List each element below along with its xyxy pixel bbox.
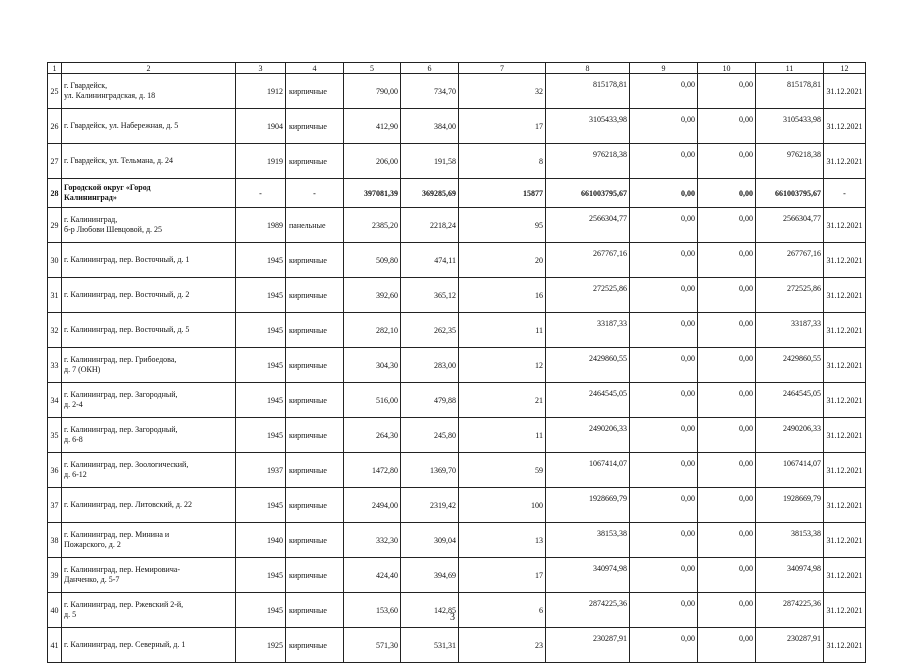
cost-other-cell: 0,00 — [698, 523, 756, 558]
cost-total-cell: 1928669,79 — [546, 488, 630, 523]
area-living-cell: 309,04 — [401, 523, 459, 558]
year-cell: 1919 — [236, 144, 286, 179]
deadline-cell: 31.12.2021 — [824, 628, 866, 663]
cost-owners-cell: 976218,38 — [756, 144, 824, 179]
row-number: 40 — [48, 593, 62, 628]
wall-material-cell: кирпичные — [286, 109, 344, 144]
column-number: 7 — [459, 63, 546, 74]
cost-fund-cell: 0,00 — [630, 453, 698, 488]
area-living-cell: 2319,42 — [401, 488, 459, 523]
residents-cell: 32 — [459, 74, 546, 109]
page-number: 3 — [450, 612, 455, 623]
cost-fund-cell: 0,00 — [630, 208, 698, 243]
deadline-cell: 31.12.2021 — [824, 208, 866, 243]
cost-total-cell: 340974,98 — [546, 558, 630, 593]
cost-other-cell: 0,00 — [698, 74, 756, 109]
area-total-cell: 1472,80 — [344, 453, 401, 488]
cost-other-cell: 0,00 — [698, 109, 756, 144]
deadline-cell: - — [824, 179, 866, 208]
deadline-cell: 31.12.2021 — [824, 348, 866, 383]
row-number: 36 — [48, 453, 62, 488]
table-row — [48, 144, 866, 179]
row-number: 37 — [48, 488, 62, 523]
column-number: 5 — [344, 63, 401, 74]
area-total-cell: 2494,00 — [344, 488, 401, 523]
cost-total-cell: 272525,86 — [546, 278, 630, 313]
year-cell: 1937 — [236, 453, 286, 488]
table-row — [48, 313, 866, 348]
cost-fund-cell: 0,00 — [630, 74, 698, 109]
area-total-cell: 571,30 — [344, 628, 401, 663]
row-number: 26 — [48, 109, 62, 144]
cost-owners-cell: 2874225,36 — [756, 593, 824, 628]
cost-total-cell: 267767,16 — [546, 243, 630, 278]
table-row — [48, 628, 866, 663]
year-cell: 1912 — [236, 74, 286, 109]
cost-owners-cell: 340974,98 — [756, 558, 824, 593]
area-total-cell: 282,10 — [344, 313, 401, 348]
area-living-cell: 369285,69 — [401, 179, 459, 208]
cost-total-cell: 230287,91 — [546, 628, 630, 663]
cost-fund-cell: 0,00 — [630, 179, 698, 208]
area-living-cell: 384,00 — [401, 109, 459, 144]
cost-other-cell: 0,00 — [698, 348, 756, 383]
year-cell: 1925 — [236, 628, 286, 663]
residents-cell: 12 — [459, 348, 546, 383]
wall-material-cell: кирпичные — [286, 348, 344, 383]
address-cell: г. Калининград, пер. Восточный, д. 5 — [62, 313, 236, 348]
deadline-cell: 31.12.2021 — [824, 243, 866, 278]
wall-material-cell: кирпичные — [286, 74, 344, 109]
cost-owners-cell: 1067414,07 — [756, 453, 824, 488]
wall-material-cell: кирпичные — [286, 243, 344, 278]
column-number: 11 — [756, 63, 824, 74]
deadline-cell: 31.12.2021 — [824, 109, 866, 144]
row-number: 31 — [48, 278, 62, 313]
address-cell: г. Гвардейск, ул. Калининградская, д. 18 — [62, 74, 236, 109]
residents-cell: 17 — [459, 109, 546, 144]
area-living-cell: 2218,24 — [401, 208, 459, 243]
address-cell: Городской округ «Город Калининград» — [62, 179, 236, 208]
cost-other-cell: 0,00 — [698, 453, 756, 488]
cost-owners-cell: 661003795,67 — [756, 179, 824, 208]
wall-material-cell: кирпичные — [286, 418, 344, 453]
address-cell: г. Калининград, пер. Немировича- Данченко, д. 5-7 — [62, 558, 236, 593]
cost-other-cell: 0,00 — [698, 488, 756, 523]
cost-owners-cell: 2429860,55 — [756, 348, 824, 383]
row-number: 32 — [48, 313, 62, 348]
row-number: 25 — [48, 74, 62, 109]
deadline-cell: 31.12.2021 — [824, 593, 866, 628]
deadline-cell: 31.12.2021 — [824, 278, 866, 313]
cost-owners-cell: 33187,33 — [756, 313, 824, 348]
cost-total-cell: 2464545,05 — [546, 383, 630, 418]
column-number: 9 — [630, 63, 698, 74]
year-cell: 1945 — [236, 348, 286, 383]
row-number: 28 — [48, 179, 62, 208]
area-living-cell: 142,85 — [401, 593, 459, 628]
column-number: 10 — [698, 63, 756, 74]
area-total-cell: 264,30 — [344, 418, 401, 453]
cost-fund-cell: 0,00 — [630, 523, 698, 558]
deadline-cell: 31.12.2021 — [824, 523, 866, 558]
address-cell: г. Гвардейск, ул. Тельмана, д. 24 — [62, 144, 236, 179]
cost-fund-cell: 0,00 — [630, 278, 698, 313]
address-cell: г. Калининград, пер. Грибоедова, д. 7 (ОКН) — [62, 348, 236, 383]
year-cell: - — [236, 179, 286, 208]
area-total-cell: 516,00 — [344, 383, 401, 418]
row-number: 38 — [48, 523, 62, 558]
row-number: 39 — [48, 558, 62, 593]
row-number: 29 — [48, 208, 62, 243]
table-row — [48, 488, 866, 523]
wall-material-cell: кирпичные — [286, 488, 344, 523]
area-total-cell: 392,60 — [344, 278, 401, 313]
column-number-row — [48, 63, 866, 74]
table-row — [48, 348, 866, 383]
area-total-cell: 424,40 — [344, 558, 401, 593]
residents-cell: 15877 — [459, 179, 546, 208]
cost-owners-cell: 1928669,79 — [756, 488, 824, 523]
row-number: 33 — [48, 348, 62, 383]
wall-material-cell: кирпичные — [286, 593, 344, 628]
area-living-cell: 474,11 — [401, 243, 459, 278]
cost-total-cell: 976218,38 — [546, 144, 630, 179]
year-cell: 1945 — [236, 243, 286, 278]
residents-cell: 23 — [459, 628, 546, 663]
area-total-cell: 332,30 — [344, 523, 401, 558]
area-total-cell: 153,60 — [344, 593, 401, 628]
cost-other-cell: 0,00 — [698, 418, 756, 453]
cost-owners-cell: 3105433,98 — [756, 109, 824, 144]
address-cell: г. Калининград, пер. Минина и Пожарского, д. 2 — [62, 523, 236, 558]
cost-total-cell: 2874225,36 — [546, 593, 630, 628]
cost-owners-cell: 267767,16 — [756, 243, 824, 278]
deadline-cell: 31.12.2021 — [824, 313, 866, 348]
cost-total-cell: 2490206,33 — [546, 418, 630, 453]
cost-fund-cell: 0,00 — [630, 348, 698, 383]
address-cell: г. Калининград, пер. Северный, д. 1 — [62, 628, 236, 663]
deadline-cell: 31.12.2021 — [824, 558, 866, 593]
cost-fund-cell: 0,00 — [630, 313, 698, 348]
cost-other-cell: 0,00 — [698, 278, 756, 313]
cost-fund-cell: 0,00 — [630, 243, 698, 278]
cost-total-cell: 2429860,55 — [546, 348, 630, 383]
cost-other-cell: 0,00 — [698, 628, 756, 663]
cost-owners-cell: 272525,86 — [756, 278, 824, 313]
cost-fund-cell: 0,00 — [630, 628, 698, 663]
deadline-cell: 31.12.2021 — [824, 488, 866, 523]
residents-cell: 16 — [459, 278, 546, 313]
area-living-cell: 734,70 — [401, 74, 459, 109]
cost-fund-cell: 0,00 — [630, 558, 698, 593]
table-row — [48, 109, 866, 144]
wall-material-cell: - — [286, 179, 344, 208]
table-row-subtotal — [48, 179, 866, 208]
table-row — [48, 278, 866, 313]
registry-table — [47, 62, 866, 663]
cost-owners-cell: 2490206,33 — [756, 418, 824, 453]
wall-material-cell: кирпичные — [286, 628, 344, 663]
address-cell: г. Калининград, пер. Зоологический, д. 6-12 — [62, 453, 236, 488]
cost-fund-cell: 0,00 — [630, 593, 698, 628]
cost-other-cell: 0,00 — [698, 208, 756, 243]
cost-owners-cell: 2566304,77 — [756, 208, 824, 243]
address-cell: г. Калининград, пер. Ржевский 2-й, д. 5 — [62, 593, 236, 628]
table-row — [48, 558, 866, 593]
table-row — [48, 74, 866, 109]
wall-material-cell: кирпичные — [286, 383, 344, 418]
cost-other-cell: 0,00 — [698, 144, 756, 179]
row-number: 27 — [48, 144, 62, 179]
area-total-cell: 304,30 — [344, 348, 401, 383]
residents-cell: 100 — [459, 488, 546, 523]
row-number: 41 — [48, 628, 62, 663]
area-living-cell: 283,00 — [401, 348, 459, 383]
wall-material-cell: кирпичные — [286, 278, 344, 313]
column-number: 3 — [236, 63, 286, 74]
area-total-cell: 2385,20 — [344, 208, 401, 243]
row-number: 34 — [48, 383, 62, 418]
cost-owners-cell: 815178,81 — [756, 74, 824, 109]
cost-other-cell: 0,00 — [698, 243, 756, 278]
cost-total-cell: 33187,33 — [546, 313, 630, 348]
column-number: 6 — [401, 63, 459, 74]
cost-total-cell: 3105433,98 — [546, 109, 630, 144]
row-number: 30 — [48, 243, 62, 278]
year-cell: 1945 — [236, 278, 286, 313]
cost-fund-cell: 0,00 — [630, 144, 698, 179]
residents-cell: 95 — [459, 208, 546, 243]
deadline-cell: 31.12.2021 — [824, 74, 866, 109]
year-cell: 1945 — [236, 383, 286, 418]
table-row — [48, 243, 866, 278]
year-cell: 1945 — [236, 488, 286, 523]
cost-other-cell: 0,00 — [698, 558, 756, 593]
year-cell: 1945 — [236, 593, 286, 628]
residents-cell: 13 — [459, 523, 546, 558]
residents-cell: 8 — [459, 144, 546, 179]
table-row — [48, 523, 866, 558]
wall-material-cell: панельные — [286, 208, 344, 243]
area-total-cell: 206,00 — [344, 144, 401, 179]
area-total-cell: 397081,39 — [344, 179, 401, 208]
cost-other-cell: 0,00 — [698, 383, 756, 418]
cost-total-cell: 815178,81 — [546, 74, 630, 109]
cost-total-cell: 2566304,77 — [546, 208, 630, 243]
area-total-cell: 790,00 — [344, 74, 401, 109]
deadline-cell: 31.12.2021 — [824, 383, 866, 418]
year-cell: 1989 — [236, 208, 286, 243]
residents-cell: 21 — [459, 383, 546, 418]
cost-total-cell: 38153,38 — [546, 523, 630, 558]
area-living-cell: 479,88 — [401, 383, 459, 418]
wall-material-cell: кирпичные — [286, 144, 344, 179]
year-cell: 1945 — [236, 418, 286, 453]
column-number: 1 — [48, 63, 62, 74]
row-number: 35 — [48, 418, 62, 453]
wall-material-cell: кирпичные — [286, 453, 344, 488]
area-living-cell: 1369,70 — [401, 453, 459, 488]
residents-cell: 17 — [459, 558, 546, 593]
address-cell: г. Калининград, пер. Восточный, д. 1 — [62, 243, 236, 278]
year-cell: 1945 — [236, 558, 286, 593]
address-cell: г. Калининград, пер. Восточный, д. 2 — [62, 278, 236, 313]
residents-cell: 59 — [459, 453, 546, 488]
column-number: 12 — [824, 63, 866, 74]
cost-other-cell: 0,00 — [698, 593, 756, 628]
area-total-cell: 412,90 — [344, 109, 401, 144]
cost-other-cell: 0,00 — [698, 313, 756, 348]
address-cell: г. Калининград, пер. Загородный, д. 2-4 — [62, 383, 236, 418]
deadline-cell: 31.12.2021 — [824, 418, 866, 453]
area-living-cell: 531,31 — [401, 628, 459, 663]
column-number: 4 — [286, 63, 344, 74]
deadline-cell: 31.12.2021 — [824, 453, 866, 488]
residents-cell: 11 — [459, 313, 546, 348]
year-cell: 1945 — [236, 313, 286, 348]
year-cell: 1940 — [236, 523, 286, 558]
cost-fund-cell: 0,00 — [630, 383, 698, 418]
cost-other-cell: 0,00 — [698, 179, 756, 208]
cost-fund-cell: 0,00 — [630, 488, 698, 523]
residents-cell: 20 — [459, 243, 546, 278]
cost-owners-cell: 230287,91 — [756, 628, 824, 663]
address-cell: г. Калининград, пер. Загородный, д. 6-8 — [62, 418, 236, 453]
column-number: 2 — [62, 63, 236, 74]
table-row — [48, 383, 866, 418]
cost-owners-cell: 38153,38 — [756, 523, 824, 558]
area-living-cell: 245,80 — [401, 418, 459, 453]
area-living-cell: 191,58 — [401, 144, 459, 179]
address-cell: г. Калининград, б-р Любови Шевцовой, д. 25 — [62, 208, 236, 243]
table-row — [48, 208, 866, 243]
deadline-cell: 31.12.2021 — [824, 144, 866, 179]
area-total-cell: 509,80 — [344, 243, 401, 278]
area-living-cell: 365,12 — [401, 278, 459, 313]
cost-total-cell: 1067414,07 — [546, 453, 630, 488]
cost-total-cell: 661003795,67 — [546, 179, 630, 208]
address-cell: г. Гвардейск, ул. Набережная, д. 5 — [62, 109, 236, 144]
column-number: 8 — [546, 63, 630, 74]
table-row — [48, 453, 866, 488]
table-row — [48, 418, 866, 453]
area-living-cell: 262,35 — [401, 313, 459, 348]
wall-material-cell: кирпичные — [286, 558, 344, 593]
area-living-cell: 394,69 — [401, 558, 459, 593]
wall-material-cell: кирпичные — [286, 523, 344, 558]
wall-material-cell: кирпичные — [286, 313, 344, 348]
address-cell: г. Калининград, пер. Литовский, д. 22 — [62, 488, 236, 523]
cost-fund-cell: 0,00 — [630, 418, 698, 453]
year-cell: 1904 — [236, 109, 286, 144]
cost-owners-cell: 2464545,05 — [756, 383, 824, 418]
residents-cell: 6 — [459, 593, 546, 628]
residents-cell: 11 — [459, 418, 546, 453]
cost-fund-cell: 0,00 — [630, 109, 698, 144]
